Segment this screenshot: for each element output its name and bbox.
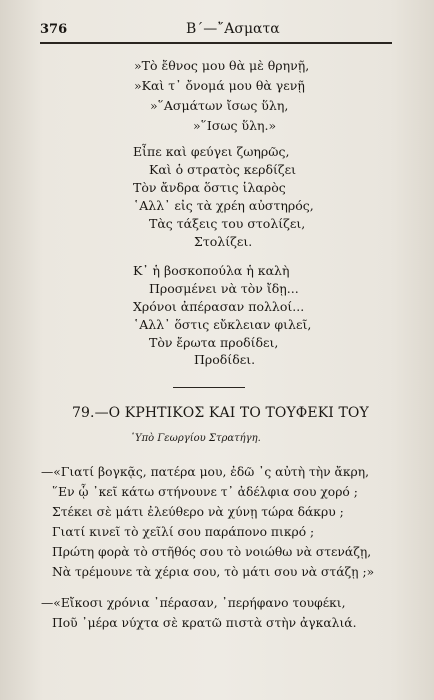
verse-line: ῾Αλλ᾽ εἰς τὰ χρέη αὐστηρός, bbox=[133, 198, 314, 213]
verse-line: —«Γιατί βογκᾷς, πατέρα μου, ἐδῶ ᾽ς αὐτὴ τὴν ἄκρη, bbox=[41, 465, 370, 479]
verse-line: Πρώτη φορὰ τὸ στῆθός σου τὸ νοιώθω νὰ στενάζῃ, bbox=[52, 545, 372, 559]
verse-line: —«Εἴκοσι χρόνια ᾽πέρασαν, ᾽περήφανο τουφέκι, bbox=[41, 596, 346, 610]
verse-line: »Καὶ τ᾽ ὄνομά μου θὰ γενῇ bbox=[134, 78, 305, 93]
verse-line: Εἶπε καὶ φεύγει ζωηρῶς, bbox=[133, 144, 290, 159]
verse-line: Τὰς τάξεις του στολίζει, bbox=[149, 216, 306, 231]
page-number: 376 bbox=[40, 22, 68, 37]
verse-line: Τὸν ἄνδρα ὅστις ἱλαρὸς bbox=[133, 180, 286, 195]
verse-line: Νὰ τρέμουνε τὰ χέρια σου, τὸ μάτι σου νὰ στάζῃ ;» bbox=[52, 565, 375, 579]
poem-author: ῾Υπὸ Γεωργίου Στρατήγη. bbox=[130, 433, 261, 444]
verse-line: Κ᾽ ἡ βοσκοπούλα ἡ καλὴ bbox=[133, 263, 290, 278]
verse-line: ῾Αλλ᾽ ὅστις εὔκλειαν φιλεῖ, bbox=[133, 317, 312, 332]
verse-line: Προδίδει. bbox=[194, 352, 256, 367]
verse-line: »῞Ισως ὕλη.» bbox=[193, 118, 277, 133]
verse-line: Τὸν ἔρωτα προδίδει, bbox=[149, 335, 279, 350]
running-title: Β΄—῎Ασματα bbox=[186, 21, 280, 37]
verse-line: ῞Εν ᾧ ᾽κεῖ κάτω στήνουνε τ᾽ ἀδέλφια σου χορό ; bbox=[52, 485, 358, 499]
verse-line: Προσμένει νὰ τὸν ἴδῃ... bbox=[149, 281, 299, 296]
verse-line: Γιατί κινεῖ τὸ χεῖλί σου παράπονο πικρό ; bbox=[52, 525, 315, 539]
poem-heading: 79.—Ο ΚΡΗΤΙΚΟΣ ΚΑΙ ΤΟ ΤΟΥΦΕΚΙ ΤΟΥ bbox=[72, 405, 369, 421]
verse-line: Καὶ ὁ στρατὸς κερδίζει bbox=[149, 162, 297, 177]
verse-line: Χρόνοι ἀπέρασαν πολλοί... bbox=[133, 299, 305, 314]
verse-line: »῞Ασμάτων ἴσως ὕλη, bbox=[150, 98, 289, 113]
section-divider bbox=[173, 387, 245, 388]
verse-line: Ποῦ ᾽μέρα νύχτα σὲ κρατῶ πιστὰ στὴν ἀγκαλιά. bbox=[52, 616, 357, 630]
verse-line: »Τὸ ἔθνος μου θὰ μὲ θρηνῇ, bbox=[134, 58, 310, 73]
verse-line: Στολίζει. bbox=[194, 234, 253, 249]
page-header bbox=[40, 22, 392, 44]
verse-line: Στέκει σὲ μάτι ἐλεύθερο νὰ χύνῃ τώρα δάκρυ ; bbox=[52, 505, 344, 519]
